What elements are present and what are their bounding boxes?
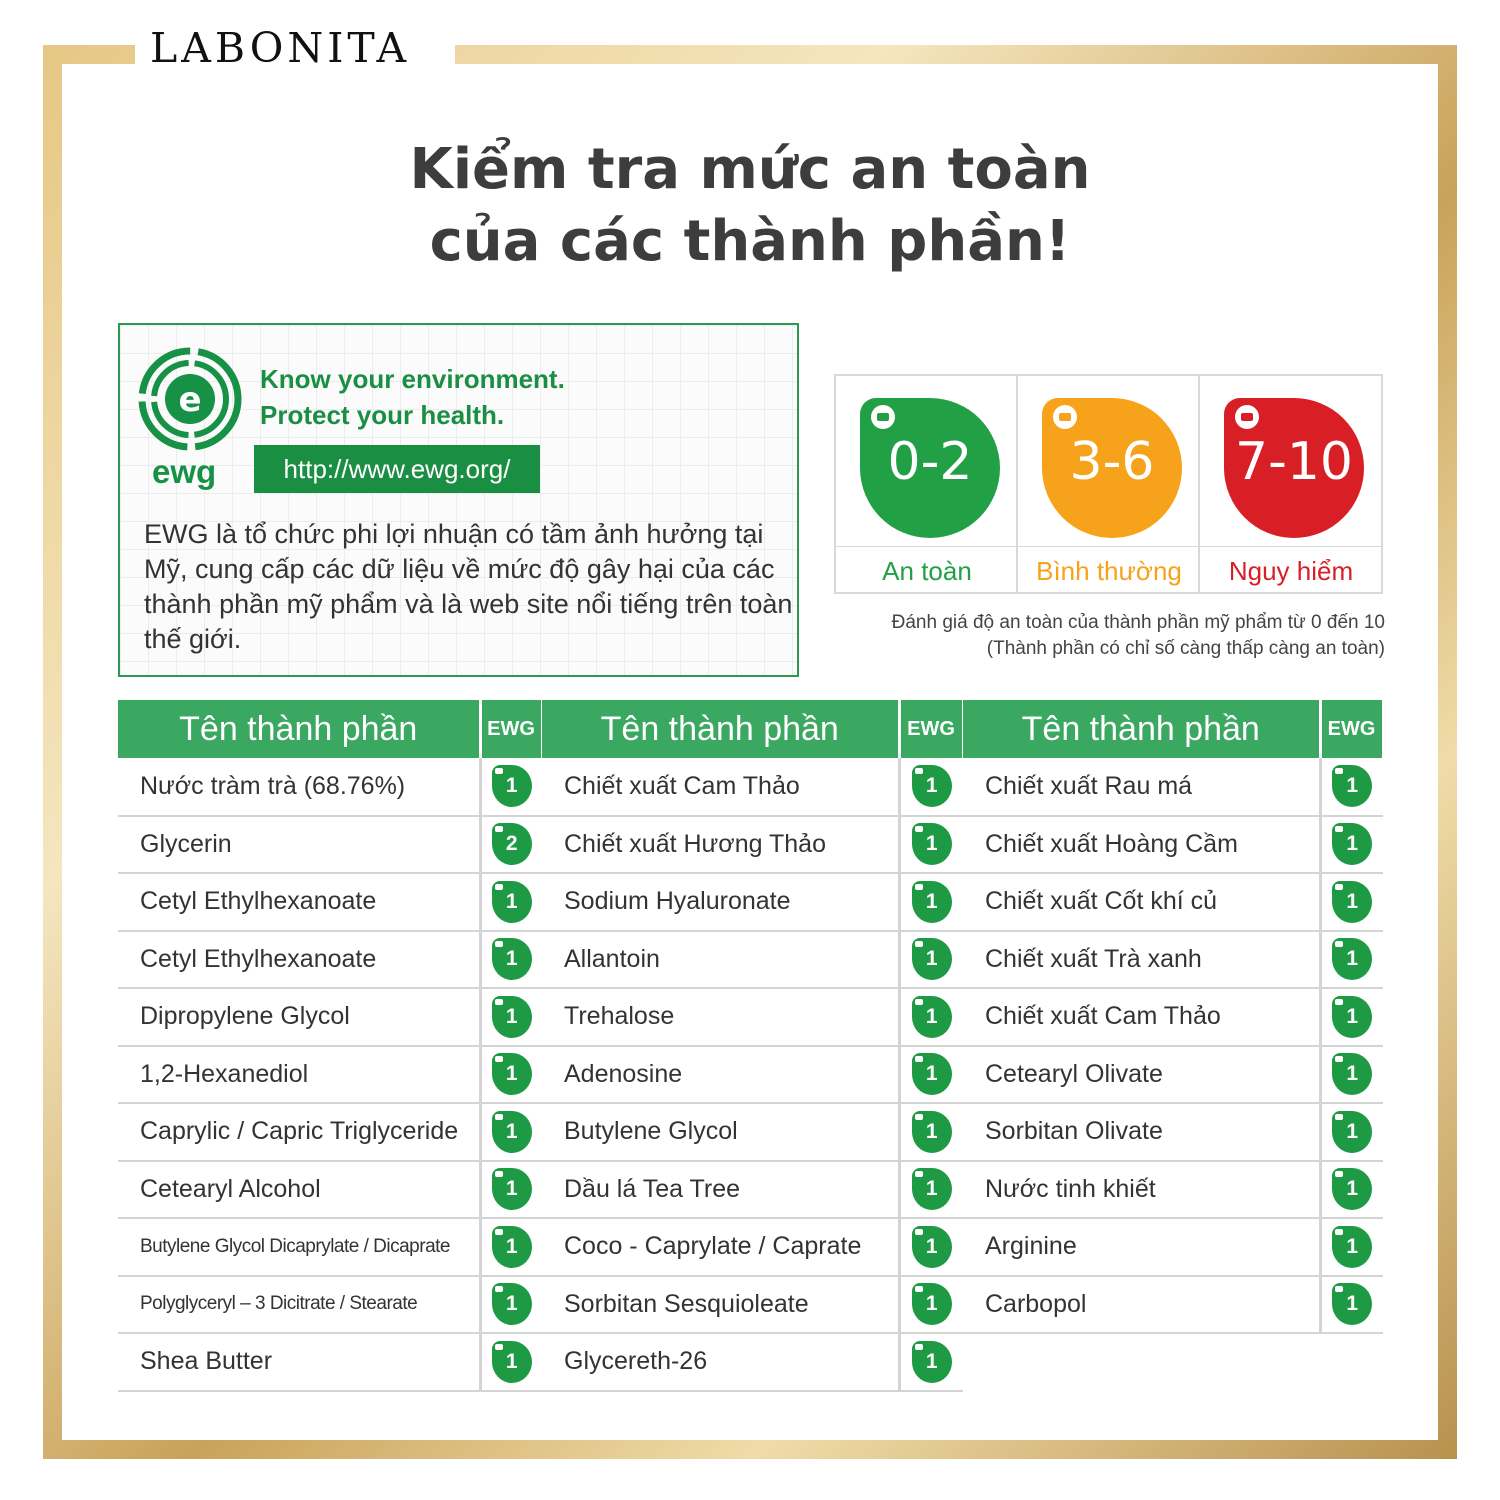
ewg-score-badge: 1: [912, 1341, 952, 1383]
ingredient-name: Chiết xuất Cam Thảo: [963, 988, 1320, 1046]
ingredient-name: Sorbitan Sesquioleate: [542, 1276, 899, 1334]
table-row: [963, 1276, 1383, 1334]
brand-logo: LABONITA: [150, 24, 411, 72]
tagline-line-2: Protect your health.: [260, 400, 505, 430]
ingredient-name: Chiết xuất Rau má: [963, 758, 1320, 816]
column-header-ewg: EWG: [899, 700, 963, 758]
table-row: [542, 1218, 963, 1276]
table-row: [118, 988, 542, 1046]
table-row: [542, 816, 963, 874]
ewg-score-badge: 1: [492, 765, 532, 807]
ewg-score-badge: 2: [492, 823, 532, 865]
table-row: [118, 1103, 542, 1161]
ewg-score-badge: 1: [492, 1111, 532, 1153]
legend-note: [820, 610, 1385, 662]
ingredient-name: Coco - Caprylate / Caprate: [542, 1218, 899, 1276]
ingredient-table-2: [542, 700, 965, 1392]
table-row: [118, 1046, 542, 1104]
legend-note-line-2: (Thành phần có chỉ số càng thấp càng an toàn): [986, 638, 1385, 659]
ewg-score-badge: 1: [1332, 1053, 1372, 1095]
tagline-line-1: Know your environment.: [260, 364, 565, 394]
ewg-score-badge: 1: [492, 1283, 532, 1325]
legend-label: Bình thường: [1036, 556, 1182, 586]
legend-item-danger: [1200, 376, 1382, 592]
ingredient-name: Polyglyceryl – 3 Dicitrate / Stearate: [118, 1276, 480, 1334]
ewg-score-badge: 1: [912, 1111, 952, 1153]
title-line-1: Kiểm tra mức an toàn: [409, 137, 1091, 202]
ingredient-name: Glycereth-26: [542, 1333, 899, 1391]
table-row: [118, 931, 542, 989]
ewg-score-badge: 1: [912, 1168, 952, 1210]
table-row: [963, 1218, 1383, 1276]
ingredient-name: Cetyl Ethylhexanoate: [118, 873, 480, 931]
ewg-score-badge: 1: [912, 765, 952, 807]
ingredient-name: Cetearyl Alcohol: [118, 1161, 480, 1219]
table-row: [118, 816, 542, 874]
ewg-score-badge: 1: [1332, 765, 1372, 807]
table-row: [542, 1333, 963, 1391]
column-header-ewg: EWG: [1320, 700, 1383, 758]
column-header-name: Tên thành phần: [118, 700, 480, 758]
ewg-score-badge: 1: [492, 996, 532, 1038]
ingredient-table-3: [963, 700, 1385, 1334]
ewg-score-badge: 1: [1332, 823, 1372, 865]
table-row: [963, 1103, 1383, 1161]
ingredient-name: Allantoin: [542, 931, 899, 989]
ewg-description: EWG là tổ chức phi lợi nhuận có tầm ảnh hưởng tại Mỹ, cung cấp các dữ liệu về mức độ gây hại của các thành phần mỹ phẩm và là web site nổi tiếng trên toàn thế giới.: [144, 519, 793, 654]
ewg-logo-icon: [138, 347, 242, 451]
ingredient-name: 1,2-Hexanediol: [118, 1046, 480, 1104]
legend-range: 3-6: [1069, 432, 1155, 492]
table-row: [963, 1046, 1383, 1104]
table-row: [963, 873, 1383, 931]
ewg-score-badge: 1: [1332, 938, 1372, 980]
ingredient-name: Chiết xuất Hương Thảo: [542, 816, 899, 874]
ingredient-name: Adenosine: [542, 1046, 899, 1104]
column-header-ewg: EWG: [480, 700, 542, 758]
ewg-score-badge: 1: [492, 1168, 532, 1210]
ingredient-name: Caprylic / Capric Triglyceride: [118, 1103, 480, 1161]
ewg-url-link[interactable]: http://www.ewg.org/: [254, 445, 540, 493]
ingredient-name: Chiết xuất Hoàng Cầm: [963, 816, 1320, 874]
ewg-info-box: [118, 323, 799, 677]
ingredient-table-1: [118, 700, 544, 1392]
legend-label: Nguy hiểm: [1228, 556, 1354, 586]
ingredient-name: Dipropylene Glycol: [118, 988, 480, 1046]
legend-note-line-1: Đánh giá độ an toàn của thành phần mỹ phẩm từ 0 đến 10: [891, 612, 1385, 633]
ewg-score-badge: 1: [912, 1226, 952, 1268]
legend-badge: [860, 398, 1000, 538]
ingredient-name: Nước tinh khiết: [963, 1161, 1320, 1219]
ewg-score-badge: 1: [1332, 1168, 1372, 1210]
table-row: [542, 1276, 963, 1334]
ewg-score-badge: 1: [492, 938, 532, 980]
title-line-2: của các thành phần!: [429, 209, 1071, 274]
ingredient-name: Sodium Hyaluronate: [542, 873, 899, 931]
ewg-score-badge: 1: [492, 881, 532, 923]
column-header-name: Tên thành phần: [963, 700, 1320, 758]
table-row: [963, 816, 1383, 874]
legend-range: 0-2: [887, 432, 973, 492]
table-row: [542, 931, 963, 989]
column-header-name: Tên thành phần: [542, 700, 899, 758]
table-row: [118, 1276, 542, 1334]
ewg-score-badge: 1: [1332, 996, 1372, 1038]
ingredient-name: Butylene Glycol: [542, 1103, 899, 1161]
ewg-score-badge: 1: [912, 938, 952, 980]
table-row: [118, 1218, 542, 1276]
ingredient-name: Butylene Glycol Dicaprylate / Dicaprate: [118, 1218, 480, 1276]
table-row: [963, 988, 1383, 1046]
svg-text:e: e: [178, 380, 202, 420]
ewg-logo-word: ewg: [152, 453, 217, 490]
ewg-score-badge: 1: [492, 1226, 532, 1268]
legend-badge: [1042, 398, 1182, 538]
legend-badge: [1224, 398, 1364, 538]
ingredient-name: Carbopol: [963, 1276, 1320, 1334]
ingredient-name: Chiết xuất Cam Thảo: [542, 758, 899, 816]
ewg-score-badge: 1: [1332, 1283, 1372, 1325]
page-title: [0, 134, 1500, 278]
ewg-score-badge: 1: [492, 1341, 532, 1383]
legend-range: 7-10: [1234, 432, 1353, 492]
ingredient-name: Cetearyl Olivate: [963, 1046, 1320, 1104]
table-row: [963, 931, 1383, 989]
table-row: [542, 1161, 963, 1219]
table-row: [542, 1046, 963, 1104]
table-row: [542, 988, 963, 1046]
table-row: [963, 758, 1383, 816]
ewg-score-badge: 1: [912, 823, 952, 865]
table-row: [963, 1161, 1383, 1219]
ingredient-name: Shea Butter: [118, 1333, 480, 1391]
ingredient-name: Nước tràm trà (68.76%): [118, 758, 480, 816]
ewg-score-badge: 1: [1332, 881, 1372, 923]
table-row: [118, 758, 542, 816]
ingredient-name: Trehalose: [542, 988, 899, 1046]
ingredient-name: Sorbitan Olivate: [963, 1103, 1320, 1161]
ingredient-name: Dầu lá Tea Tree: [542, 1161, 899, 1219]
ewg-score-badge: 1: [912, 1053, 952, 1095]
table-row: [118, 873, 542, 931]
legend-label: An toàn: [882, 556, 972, 586]
legend-item-normal: [1018, 376, 1200, 592]
ingredient-name: Arginine: [963, 1218, 1320, 1276]
table-row: [118, 1333, 542, 1391]
legend-item-safe: [836, 376, 1018, 592]
ingredient-name: Glycerin: [118, 816, 480, 874]
table-row: [118, 1161, 542, 1219]
ingredient-name: Chiết xuất Trà xanh: [963, 931, 1320, 989]
ewg-score-badge: 1: [1332, 1226, 1372, 1268]
ingredient-name: Chiết xuất Cốt khí củ: [963, 873, 1320, 931]
safety-legend: [834, 374, 1383, 594]
table-row: [542, 873, 963, 931]
ewg-score-badge: 1: [492, 1053, 532, 1095]
ewg-score-badge: 1: [912, 881, 952, 923]
table-row: [542, 1103, 963, 1161]
ewg-score-badge: 1: [912, 1283, 952, 1325]
ingredient-name: Cetyl Ethylhexanoate: [118, 931, 480, 989]
ewg-score-badge: 1: [912, 996, 952, 1038]
ewg-tagline: [260, 361, 565, 433]
ewg-score-badge: 1: [1332, 1111, 1372, 1153]
table-row: [542, 758, 963, 816]
